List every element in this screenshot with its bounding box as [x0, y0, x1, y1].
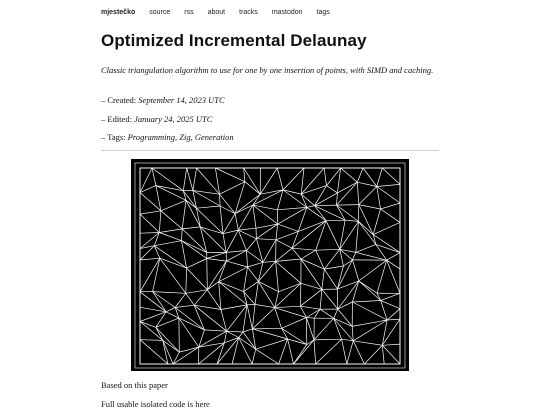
- created-label: – Created:: [101, 95, 138, 105]
- triangulation-edge: [260, 190, 283, 194]
- triangulation-edge: [377, 293, 381, 300]
- triangulation-edge: [382, 345, 384, 364]
- triangulation-edge: [277, 168, 283, 190]
- triangulation-edge: [377, 184, 400, 186]
- triangulation-edge: [359, 260, 387, 281]
- triangulation-edge: [263, 240, 276, 262]
- triangulation-edge: [159, 211, 161, 233]
- triangulation-edge: [381, 209, 401, 222]
- triangulation-edge: [220, 206, 235, 214]
- triangulation-edge: [156, 186, 186, 201]
- triangulation-edge: [226, 261, 247, 267]
- triangulation-edge: [247, 239, 257, 251]
- triangulation-edge: [253, 205, 278, 224]
- triangulation-edge: [279, 339, 288, 364]
- triangulation-edge: [140, 322, 156, 328]
- triangulation-edge: [153, 292, 186, 294]
- triangulation-edge: [300, 283, 301, 306]
- triangulation-edge: [207, 252, 226, 258]
- triangulation-edge: [314, 339, 342, 340]
- triangulation-edge: [154, 241, 181, 246]
- triangulation-edge: [275, 283, 301, 307]
- triangulation-edge: [140, 186, 156, 193]
- triangulation-edge: [182, 227, 200, 229]
- edited-label: – Edited:: [101, 114, 134, 124]
- triangulation-edge: [306, 318, 314, 319]
- triangulation-edge: [334, 309, 338, 318]
- page-title: Optimized Incremental Delaunay: [101, 31, 367, 51]
- triangulation-edge: [207, 259, 208, 290]
- triangulation-edge: [359, 187, 377, 205]
- triangulation-edge: [235, 182, 245, 214]
- triangulation-edge: [248, 262, 263, 267]
- triangulation-edge: [253, 205, 256, 228]
- triangulation-edge: [160, 258, 186, 293]
- triangulation-edge: [187, 168, 193, 191]
- triangulation-edge: [193, 191, 220, 195]
- triangulation-edge: [235, 194, 260, 213]
- triangulation-edge: [140, 233, 159, 234]
- triangulation-edge: [387, 319, 400, 320]
- triangulation-edge: [307, 206, 315, 208]
- triangulation-edge: [255, 281, 258, 304]
- triangulation-edge: [373, 235, 400, 253]
- triangulation-edge: [207, 290, 221, 310]
- delaunay-figure: [131, 159, 409, 371]
- triangulation-edge: [301, 168, 304, 194]
- triangulation-edge: [175, 305, 194, 307]
- triangulation-edge: [356, 221, 359, 252]
- paper-line: [101, 380, 168, 390]
- triangulation-edge: [320, 289, 322, 309]
- triangulation-edge: [352, 326, 353, 340]
- triangulation-edge: [357, 168, 363, 182]
- triangulation-edge: [356, 244, 376, 252]
- triangulation-edge: [182, 200, 186, 229]
- created-date: September 14, 2023 UTC: [138, 95, 224, 105]
- triangulation-edge: [243, 329, 253, 332]
- triangulation-edge: [182, 241, 207, 253]
- triangulation-edge: [247, 304, 255, 305]
- triangulation-edge: [359, 205, 381, 209]
- triangulation-edge: [337, 260, 352, 289]
- triangulation-edge: [252, 308, 274, 329]
- triangulation-edge: [387, 260, 400, 293]
- triangulation-edge: [326, 220, 345, 221]
- triangulation-edge: [337, 182, 357, 193]
- triangulation-edge: [327, 186, 338, 193]
- triangulation-edge: [288, 339, 294, 364]
- triangulation-edge: [227, 331, 239, 337]
- triangulation-edge: [320, 309, 334, 318]
- paper-link[interactable]: paper: [149, 380, 168, 390]
- triangulation-edge: [373, 222, 400, 234]
- triangulation-edge: [276, 224, 278, 240]
- triangulation-edge: [315, 206, 326, 221]
- triangulation-edge: [194, 290, 207, 305]
- tag-link-generation[interactable]: Generation: [195, 132, 234, 142]
- triangulation-edge: [244, 281, 259, 291]
- triangulation-edge: [182, 229, 207, 253]
- triangulation-edge: [324, 266, 343, 269]
- triangulation-edge: [248, 267, 259, 281]
- triangulation-edge: [186, 290, 208, 294]
- triangulation-edge: [239, 338, 256, 350]
- triangulation-edge: [247, 251, 248, 268]
- triangulation-edge: [314, 318, 334, 340]
- triangulation-image: [131, 159, 409, 371]
- triangulation-edge: [193, 191, 220, 207]
- triangulation-edge: [223, 214, 235, 234]
- triangulation-edge: [322, 289, 338, 309]
- triangulation-edge: [282, 328, 307, 344]
- triangulation-edge: [187, 259, 207, 269]
- triangulation-edge: [152, 168, 183, 191]
- triangulation-edge: [301, 250, 316, 259]
- triangulation-edge: [342, 339, 347, 364]
- triangulation-edge: [276, 248, 292, 261]
- triangulation-edge: [175, 293, 186, 307]
- triangulation-edge: [226, 230, 238, 252]
- triangulation-edge: [275, 292, 279, 308]
- triangulation-edge: [219, 282, 221, 310]
- top-nav: [101, 9, 344, 19]
- triangulation-edge: [382, 345, 400, 364]
- triangulation-edge: [223, 230, 238, 234]
- figure-outer-frame: [135, 163, 405, 368]
- triangulation-edge: [255, 304, 275, 307]
- triangulation-edge: [140, 258, 160, 292]
- triangulation-edge: [235, 214, 238, 231]
- triangulation-edge: [278, 190, 284, 210]
- tags-label: – Tags:: [101, 132, 128, 142]
- triangulation-edge: [253, 205, 278, 210]
- triangulation-edge: [306, 309, 320, 317]
- triangulation-edge: [373, 209, 380, 235]
- triangulation-edge: [247, 305, 252, 329]
- triangulation-edge: [382, 168, 400, 184]
- triangulation-edge: [316, 249, 340, 250]
- triangulation-edge: [337, 193, 338, 205]
- nav-link-rss[interactable]: rss: [184, 9, 193, 19]
- triangulation-edge: [187, 268, 208, 290]
- triangulation-edge: [256, 349, 279, 364]
- tag-link-zig[interactable]: Zig: [179, 132, 190, 142]
- triangulation-edge: [377, 187, 400, 204]
- nav-link-about[interactable]: about: [208, 9, 226, 19]
- triangulation-edge: [186, 268, 187, 293]
- triangulation-edge: [252, 329, 255, 349]
- nav-link-tracks[interactable]: tracks: [239, 9, 258, 19]
- triangulation-edge: [322, 269, 324, 289]
- triangulation-edge: [183, 168, 186, 191]
- triangulation-edge: [377, 187, 381, 210]
- triangulation-edge: [381, 203, 401, 209]
- created-line: [101, 95, 225, 105]
- triangulation-edge: [292, 248, 301, 259]
- triangulation-edge: [140, 214, 159, 232]
- triangulation-edge: [352, 281, 358, 302]
- triangulation-edge: [314, 309, 320, 318]
- triangulation-edge: [282, 318, 307, 329]
- tag-separator: ,: [175, 132, 179, 142]
- triangulation-edge: [161, 200, 186, 211]
- triangulation-edge: [314, 340, 316, 364]
- triangulation-edge: [337, 205, 359, 221]
- triangulation-edge: [260, 168, 277, 194]
- triangulation-edge: [161, 211, 182, 229]
- triangulation-edge: [353, 260, 359, 281]
- triangulation-edge: [387, 309, 400, 320]
- triangulation-edge: [353, 341, 382, 346]
- triangulation-edge: [337, 205, 359, 206]
- triangulation-edge: [153, 258, 160, 291]
- triangulation-edge: [239, 332, 243, 338]
- header-divider: [101, 150, 439, 151]
- triangulation-edge: [324, 249, 340, 269]
- triangulation-edge: [381, 301, 400, 309]
- triangulation-edge: [276, 231, 298, 239]
- triangulation-edge: [357, 182, 359, 204]
- triangulation-edge: [220, 194, 221, 206]
- triangulation-edge: [219, 282, 247, 305]
- triangulation-edge: [301, 194, 314, 206]
- triangulation-edge: [244, 267, 248, 292]
- triangulation-edge: [337, 266, 343, 289]
- triangulation-edge: [326, 221, 340, 250]
- triangulation-edge: [276, 240, 292, 248]
- triangulation-edge: [252, 304, 255, 329]
- triangulation-edge: [219, 282, 244, 292]
- triangulation-edge: [245, 182, 260, 195]
- edited-date: January 24, 2025 UTC: [134, 114, 212, 124]
- triangulation-edge: [288, 339, 307, 345]
- triangulation-edge: [207, 282, 218, 290]
- triangulation-edge: [352, 301, 380, 303]
- triangulation-edge: [347, 341, 353, 364]
- triangulation-edge: [338, 302, 353, 309]
- triangulation-edge: [252, 329, 287, 339]
- triangulation-edge: [276, 259, 301, 261]
- triangulation-edge: [364, 345, 382, 364]
- triangulation-edge: [276, 261, 279, 291]
- triangulation-edge: [278, 207, 307, 224]
- triangulation-edge: [382, 344, 400, 345]
- triangulation-edge: [140, 211, 161, 214]
- triangulation-edge: [276, 261, 301, 283]
- triangulation-edge: [300, 306, 320, 309]
- triangulation-edge: [179, 347, 199, 352]
- triangulation-edge: [359, 205, 373, 235]
- triangulation-edge: [341, 168, 358, 182]
- triangulation-edge: [342, 339, 354, 341]
- triangulation-edge: [159, 229, 182, 233]
- triangulation-edge: [377, 168, 382, 187]
- triangulation-edge: [140, 312, 166, 322]
- triangulation-edge: [227, 305, 248, 331]
- triangulation-edge: [256, 239, 276, 240]
- nav-link-tags[interactable]: tags: [317, 9, 330, 19]
- nav-link-source[interactable]: source: [149, 9, 170, 19]
- triangulation-edge: [275, 306, 301, 308]
- triangulation-edge: [227, 331, 243, 332]
- triangulation-edge: [140, 168, 152, 193]
- triangulation-edge: [182, 229, 183, 241]
- triangulation-edge: [207, 259, 227, 262]
- triangulation-edge: [256, 239, 263, 263]
- paper-prefix: Based on this: [101, 380, 149, 390]
- triangulation-edge: [359, 221, 374, 234]
- triangulation-edge: [306, 318, 314, 340]
- triangulation-edge: [298, 221, 326, 232]
- triangulation-edge: [359, 221, 376, 244]
- code-line: Full usable isolated code is here: [101, 399, 210, 409]
- triangulation-edge: [324, 269, 337, 289]
- triangulation-edge: [186, 293, 194, 305]
- triangulation-edge: [243, 332, 256, 349]
- triangulation-edge: [221, 305, 247, 310]
- triangulation-edge: [153, 292, 166, 312]
- tag-separator: ,: [191, 132, 195, 142]
- triangulation-edge: [263, 261, 276, 262]
- triangulation-edge: [292, 248, 316, 250]
- triangulation-edge: [256, 339, 288, 349]
- triangulation-edge: [278, 224, 299, 231]
- triangulation-edge: [316, 339, 342, 364]
- triangulation-edge: [220, 182, 245, 195]
- triangulation-edge: [252, 349, 256, 364]
- triangulation-edge: [156, 318, 179, 327]
- tag-link-programming[interactable]: Programming: [128, 132, 175, 142]
- triangulation-edge: [244, 168, 261, 194]
- triangulation-edge: [381, 293, 400, 300]
- triangulation-edge: [200, 227, 206, 253]
- triangulation-edge: [345, 220, 358, 221]
- triangulation-edge: [376, 244, 400, 252]
- triangulation-edge: [298, 207, 307, 231]
- edited-line: [101, 114, 212, 124]
- triangulation-edge: [182, 241, 187, 268]
- triangulation-edge: [140, 340, 163, 341]
- triangulation-edge: [140, 307, 166, 312]
- triangulation-edge: [153, 292, 176, 308]
- triangulation-edge: [204, 330, 226, 331]
- triangulation-edge: [359, 281, 377, 293]
- triangulation-edge: [220, 194, 236, 213]
- triangulation-edge: [283, 168, 304, 190]
- triangulation-edge: [275, 308, 282, 329]
- triangulation-edge: [238, 228, 256, 230]
- triangulation-edge: [353, 252, 356, 260]
- nav-brand-link[interactable]: mjestečko: [101, 9, 135, 19]
- triangulation-edge: [337, 182, 358, 205]
- triangulation-edge: [220, 206, 223, 234]
- triangulation-edge: [338, 309, 352, 326]
- nav-link-mastodon[interactable]: mastodon: [272, 9, 303, 19]
- triangulation-edge: [315, 205, 337, 206]
- triangulation-edge: [377, 260, 387, 293]
- triangulation-edge: [159, 233, 181, 241]
- triangulation-edge: [278, 207, 307, 209]
- tags-line: [101, 132, 234, 142]
- triangulation-edge: [215, 168, 245, 182]
- triangulation-edge: [353, 341, 364, 364]
- triangulation-edge: [140, 258, 160, 260]
- triangulation-edge: [221, 310, 227, 332]
- triangulation-edge: [140, 292, 166, 312]
- triangulation-edge: [166, 308, 175, 312]
- triangulation-edge: [334, 318, 354, 341]
- post-summary: Classic triangulation algorithm to use for one by one insertion of points, with SIMD and caching.: [101, 65, 441, 77]
- triangulation-edge: [279, 283, 301, 291]
- triangulation-edge: [387, 253, 400, 261]
- triangulation-edge: [196, 206, 220, 208]
- triangulation-edge: [300, 289, 322, 306]
- triangulation-edge: [324, 168, 326, 186]
- triangulation-edge: [182, 241, 207, 259]
- triangulation-edge: [224, 331, 226, 343]
- triangulation-edge: [252, 328, 281, 329]
- triangulation-edge: [193, 168, 197, 191]
- triangulation-edge: [294, 345, 307, 365]
- triangulation-edge: [156, 327, 180, 352]
